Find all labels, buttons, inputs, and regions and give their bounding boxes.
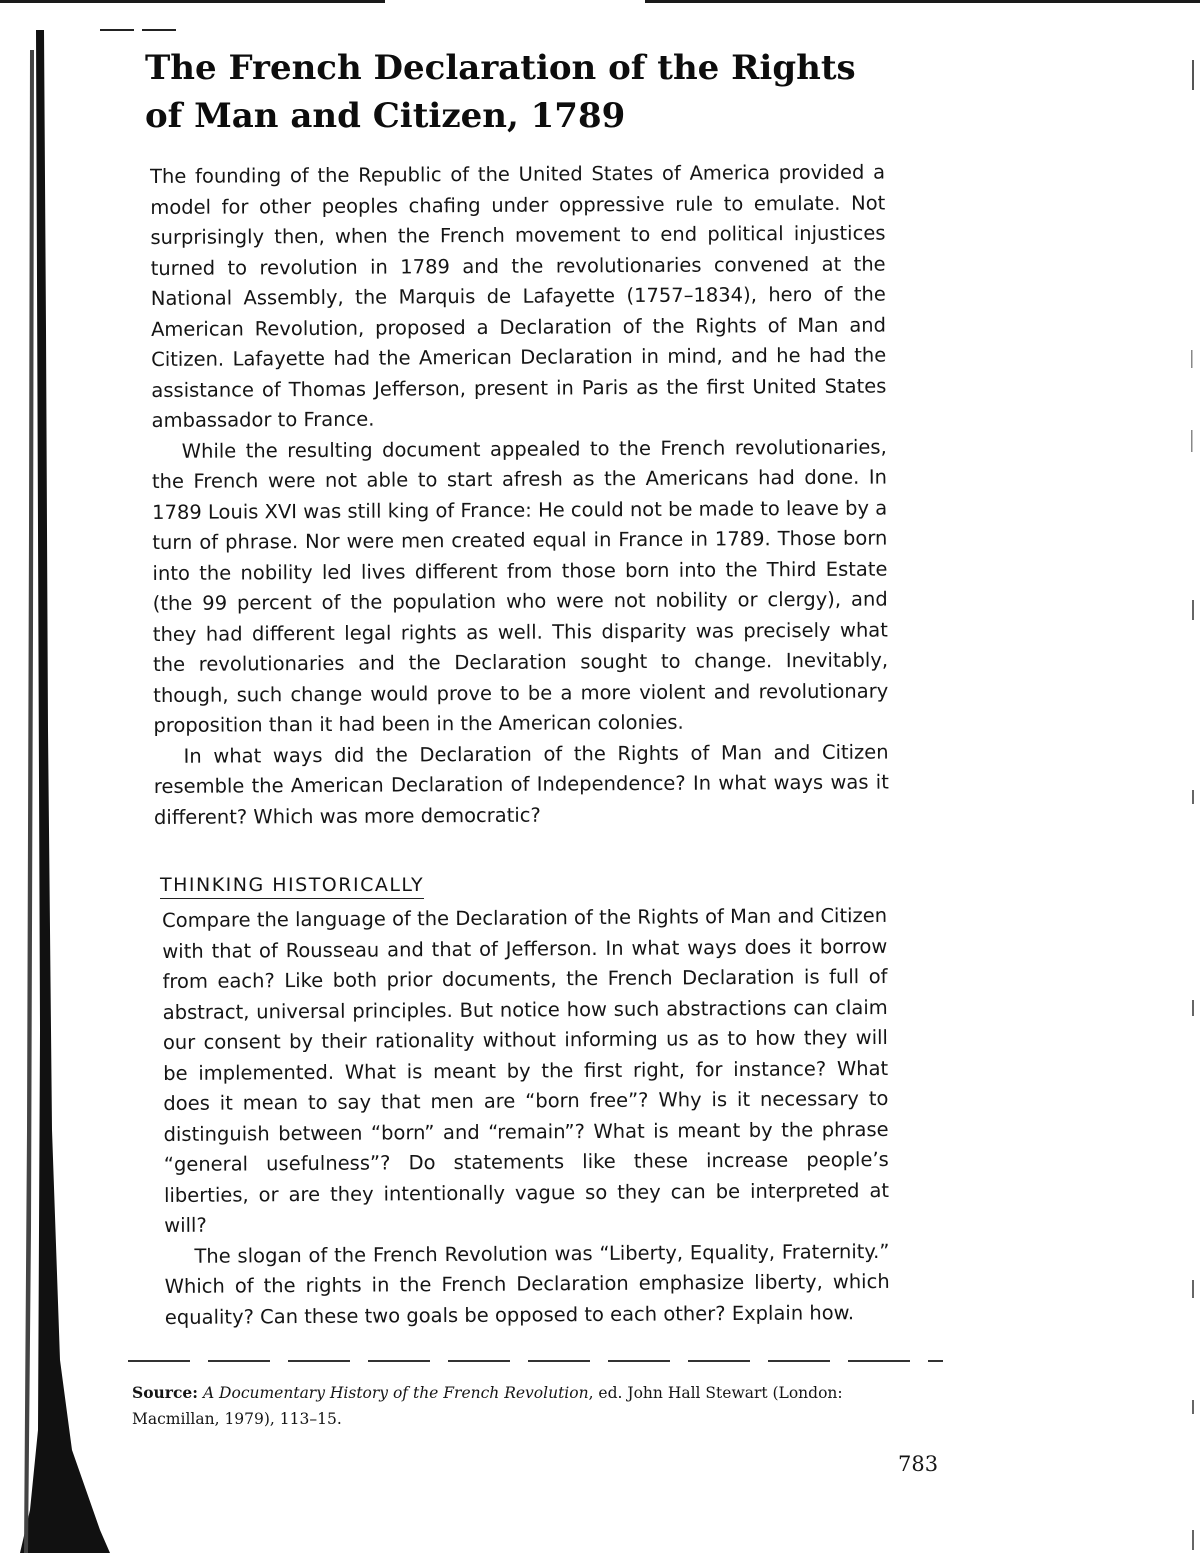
thinking-historically-section <box>162 901 890 1333</box>
source-book-title: A Documentary History of the French Revolution <box>202 1384 589 1402</box>
intro-paragraph-2: While the resulting document appealed to the French revolutionaries, the French were not able to start afresh as the Americans had done. In 1789 Louis XVI was still king of France: He could not be made to leave by a turn of phrase. Nor were men created equal in France in 1789. Those born into the nobility led lives different from those born into the Third Estate (the 99 percent of the population who were not nobility or clergy), and they had different legal rights as well. This disparity was precisely what the revolutionaries and the Declaration sought to change. Inevitably, though, such change would prove to be a more violent and revolutionary proposition than it had been in the American colonies. <box>151 435 889 737</box>
thinking-paragraph-1: Compare the language of the Declaration of the Rights of Man and Citizen with that of Rousseau and that of Jefferson. In what ways does it borrow from each? Like both prior documents, the French Declaration is full of abstract, universal principles. But notice how such abstractions can claim our consent by their rationality without informing us as to how they will be implemented. What is meant by the first right, for instance? What does it mean to say that men are “born free”? Why is it necessary to distinguish between “born” and “remain”? What is meant by the phrase “general usefulness”? Do statements like these increase people’s liberties, or are they intentionally vague so they can be interpreted at will? <box>162 903 890 1237</box>
footnote-divider <box>128 1360 943 1362</box>
title-line-1: The French Declaration of the Rights <box>145 48 856 88</box>
source-details: , ed. John Hall Stewart (London: Macmillan, 1979), 113–15. <box>132 1384 843 1428</box>
source-citation <box>132 1380 932 1432</box>
source-label: Source: <box>132 1383 198 1402</box>
page-number: 783 <box>898 1452 939 1476</box>
intro-paragraph-1: The founding of the Republic of the United States of America provided a model for other peoples chafing under oppressive rule to emulate. Not surprisingly then, when the French movement to end political injustices turned to revolution in 1789 and the revolutionaries convened at the National Assembly, the Marquis de Lafayette (1757–1834), hero of the American Revolution, proposed a Declaration of the Rights of Man and Citizen. Lafayette had the American Declaration in mind, and he had the assistance of Thomas Jefferson, present in Paris as the first United States ambassador to France. <box>150 160 887 432</box>
scan-top-rule-right <box>645 0 1200 3</box>
scan-edge-marks <box>1188 0 1196 1553</box>
thinking-historically-heading: THINKING HISTORICALLY <box>160 874 424 899</box>
document-title <box>145 44 865 140</box>
title-line-2: of Man and Citizen, 1789 <box>145 96 626 136</box>
book-spine-shadow <box>0 30 110 1553</box>
intro-paragraph-3: In what ways did the Declaration of the Rights of Man and Citizen resemble the American Declaration of Independence? In what ways was it different? Which was more democratic? <box>153 739 889 829</box>
intro-section <box>150 158 889 833</box>
corner-dash-mark <box>100 29 180 31</box>
thinking-paragraph-2: The slogan of the French Revolution was “Liberty, Equality, Fraternity.” Which of the rights in the French Declaration emphasize liberty, which equality? Can these two goals be opposed to each other? Explain how. <box>164 1239 890 1329</box>
scan-top-rule-left <box>0 0 385 3</box>
